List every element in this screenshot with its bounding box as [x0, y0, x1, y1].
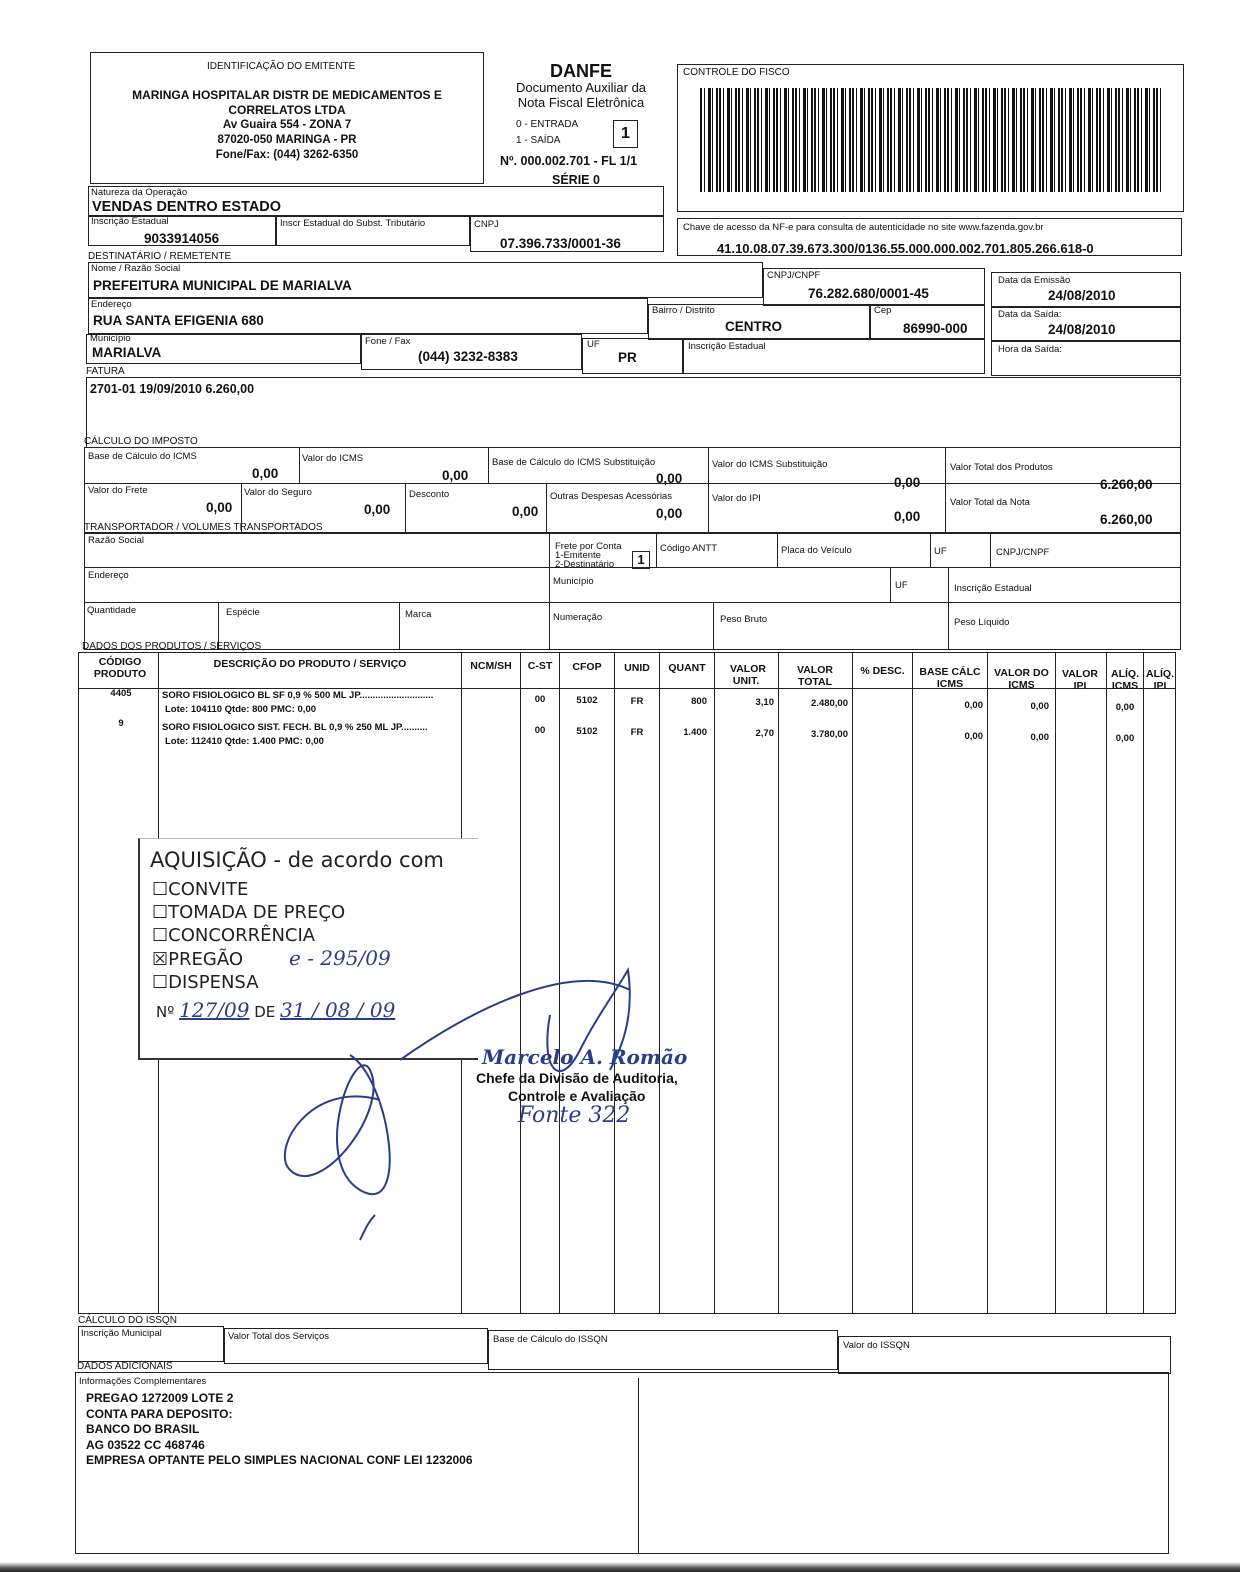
transp-razao-label: Razão Social — [88, 535, 144, 546]
base-icms-value: 0,00 — [252, 466, 279, 481]
scan-edge — [0, 1562, 1240, 1572]
seguro-value: 0,00 — [364, 502, 391, 517]
frete-label: Valor do Frete — [88, 485, 148, 496]
adicionais-info-label: Informações Complementares — [79, 1376, 207, 1387]
fisco-label: CONTROLE DO FISCO — [683, 67, 790, 78]
imposto-section: CÁLCULO DO IMPOSTO — [84, 436, 198, 447]
th-vtotal: VALOR TOTAL — [797, 664, 833, 688]
dest-ie-label: Inscrição Estadual — [688, 341, 766, 352]
stamp-opt-tomada: ☐TOMADA DE PREÇO — [152, 902, 346, 923]
item1-vicms: 0,00 — [1030, 701, 1049, 712]
total-nota-label: Valor Total da Nota — [950, 497, 1030, 508]
item2-vtotal: 3.780,00 — [811, 729, 848, 740]
dest-nome-label: Nome / Razão Social — [91, 263, 181, 274]
total-produtos-value: 6.260,00 — [1100, 477, 1153, 492]
signature-role1: Chefe da Divisão de Auditoria, — [476, 1070, 678, 1086]
emitente-city: 87020-050 MARINGA - PR — [217, 134, 357, 146]
outras-value: 0,00 — [656, 506, 683, 521]
emitente-phone: Fone/Fax: (044) 3262-6350 — [215, 149, 359, 161]
checkbox-icon: ☐ — [152, 879, 169, 900]
dest-endereco-value: RUA SANTA EFIGENIA 680 — [93, 313, 264, 328]
danfe-tipo-box — [613, 120, 638, 148]
natureza-label: Natureza da Operação — [91, 187, 188, 198]
danfe-entrada: 0 - ENTRADA — [516, 119, 579, 130]
dest-municipio-value: MARIALVA — [92, 345, 162, 360]
transp-ie-label: Inscrição Estadual — [954, 583, 1032, 594]
ipi-label: Valor do IPI — [712, 493, 761, 504]
dest-fone-label: Fone / Fax — [365, 336, 411, 347]
transp-frete-box — [632, 551, 650, 569]
checkbox-icon: ☐ — [152, 902, 169, 923]
checkbox-checked-icon: ☒ — [152, 949, 169, 970]
valor-icms-value: 0,00 — [442, 468, 469, 483]
signature-note: Fonte 322 — [518, 1103, 631, 1128]
cnpj-label: CNPJ — [474, 219, 499, 230]
desconto-value: 0,00 — [512, 504, 539, 519]
th-vunit: VALOR UNIT. — [730, 663, 766, 687]
issqn-servicos-label: Valor Total dos Serviços — [228, 1331, 330, 1342]
adicionais-section: DADOS ADICIONAIS — [77, 1361, 173, 1372]
item2-vunit: 2,70 — [755, 728, 774, 739]
th-descricao: DESCRIÇÃO DO PRODUTO / SERVIÇO — [213, 658, 407, 670]
seguro-label: Valor do Seguro — [244, 487, 312, 498]
th-unid: UNID — [624, 662, 650, 674]
info-line: AG 03522 CC 468746 — [86, 1437, 205, 1452]
dest-bairro-label: Bairro / Distrito — [652, 305, 715, 316]
stamp-pregao-note: e - 295/09 — [289, 946, 391, 970]
transportador-section: TRANSPORTADOR / VOLUMES TRANSPORTADOS — [84, 522, 323, 533]
transp-frete-value: 1 — [637, 552, 645, 567]
frete-value: 0,00 — [206, 500, 233, 515]
stamp-opt-convite: ☐CONVITE — [152, 879, 249, 900]
th-cfop: CFOP — [572, 661, 602, 673]
stamp-numero: 127/09 — [179, 998, 250, 1022]
signature-name: Marcelo A. Romão — [482, 1045, 688, 1069]
info-line: EMPRESA OPTANTE PELO SIMPLES NACIONAL CONF LEI 1232006 — [86, 1453, 473, 1467]
total-nota-value: 6.260,00 — [1100, 512, 1153, 527]
th-cst: C-ST — [527, 660, 553, 672]
dest-saida-value: 24/08/2010 — [1048, 322, 1116, 337]
chave-label: Chave de acesso da NF-e para consulta de autenticidade no site www.fazenda.gov.br — [683, 222, 1044, 233]
stamp-title: AQUISIÇÃO - de acordo com — [150, 848, 444, 872]
transp-cnpj-label: CNPJ/CNPF — [996, 547, 1050, 558]
dest-uf-label: UF — [587, 339, 600, 350]
cnpj-value: 07.396.733/0001-36 — [500, 236, 621, 251]
item1-cfop: 5102 — [576, 695, 598, 706]
transp-especie-label: Espécie — [226, 607, 260, 618]
valor-st-value: 0,00 — [894, 475, 921, 490]
item1-unid: FR — [630, 696, 644, 707]
ie-value: 9033914056 — [144, 231, 220, 246]
stamp-de: DE — [254, 1003, 276, 1021]
desconto-label: Desconto — [409, 489, 450, 500]
th-desc: % DESC. — [860, 665, 905, 677]
th-vicms: VALOR DO ICMS — [994, 667, 1049, 691]
danfe-subtitle2: Nota Fiscal Eletrônica — [517, 95, 645, 110]
item1-vtotal: 2.480,00 — [811, 698, 848, 709]
item1-lote: Lote: 104110 Qtde: 800 PMC: 0,00 — [165, 704, 317, 715]
dest-bairro-value: CENTRO — [725, 319, 782, 334]
dest-uf-value: PR — [618, 350, 637, 365]
danfe-title: DANFE — [550, 61, 612, 81]
item1-descricao: SORO FISIOLOGICO BL SF 0,9 % 500 ML JP............................ — [162, 690, 434, 701]
fatura-text: 2701-01 19/09/2010 6.260,00 — [90, 382, 255, 396]
base-st-label: Base de Cálculo do ICMS Substituição — [492, 457, 656, 468]
stamp-numero-prefix: Nº — [156, 1003, 175, 1021]
issqn-section: CÁLCULO DO ISSQN — [78, 1315, 177, 1326]
issqn-base-label: Base de Cálculo do ISSQN — [493, 1334, 608, 1345]
transp-uf-label: UF — [934, 546, 947, 557]
th-quant: QUANT — [668, 662, 706, 674]
item1-codigo: 4405 — [110, 688, 132, 699]
item2-lote: Lote: 112410 Qtde: 1.400 PMC: 0,00 — [165, 736, 324, 747]
adicionais-info-text — [86, 1391, 473, 1469]
info-line: BANCO DO BRASIL — [86, 1422, 200, 1436]
ie-label: Inscrição Estadual — [91, 216, 169, 227]
item2-cst: 00 — [534, 725, 546, 736]
transp-frete-label1: Frete por Conta — [555, 541, 622, 552]
issqn-im-label: Inscrição Municipal — [81, 1328, 162, 1339]
ipi-value: 0,00 — [894, 509, 921, 524]
danfe-numero: Nº. 000.002.701 - FL 1/1 — [500, 154, 638, 168]
th-aipi: ALÍQ. IPI — [1146, 668, 1174, 692]
dest-cep-label: Cep — [874, 305, 892, 316]
destinatario-section: DESTINATÁRIO / REMETENTE — [88, 251, 232, 262]
stamp-data: 31 / 08 / 09 — [280, 998, 396, 1022]
info-line: CONTA PARA DEPOSITO: — [86, 1406, 233, 1421]
valor-icms-label: Valor do ICMS — [302, 453, 364, 464]
dest-hora-label: Hora da Saída: — [998, 344, 1062, 355]
danfe-saida: 1 - SAÍDA — [516, 135, 561, 146]
signature-role2: Controle e Avaliação — [508, 1088, 646, 1104]
checkbox-icon: ☐ — [152, 972, 169, 993]
danfe-tipo: 1 — [621, 125, 630, 142]
chave-value: 41.10.08.07.39.673.300/0136.55.000.000.002.701.805.266.618-0 — [717, 241, 1094, 256]
stamp-opt-pregao: ☒PREGÃO e - 295/09 — [152, 946, 391, 970]
dest-cnpj-value: 76.282.680/0001-45 — [808, 286, 929, 301]
th-vipi: VALOR IPI — [1062, 668, 1098, 692]
emitente-name-line1: MARINGA HOSPITALAR DISTR DE MEDICAMENTOS E — [132, 88, 442, 102]
item2-base: 0,00 — [964, 731, 983, 742]
emitente-header: IDENTIFICAÇÃO DO EMITENTE — [207, 61, 356, 72]
signature-block — [476, 1045, 736, 1128]
item2-vicms: 0,00 — [1030, 732, 1049, 743]
dest-municipio-label: Município — [90, 333, 131, 344]
item2-descricao: SORO FISIOLOGICO SIST. FECH. BL 0,9 % 250 ML JP.......... — [162, 722, 428, 733]
item2-unid: FR — [630, 727, 644, 738]
transp-placa-label: Placa do Veículo — [781, 545, 852, 556]
th-ncm: NCM/SH — [470, 660, 512, 672]
item1-vunit: 3,10 — [755, 697, 774, 708]
barcode — [700, 88, 1162, 192]
item2-aicms: 0,00 — [1115, 733, 1135, 744]
th-codigo: CÓDIGO PRODUTO — [93, 656, 147, 680]
danfe-block — [492, 62, 670, 110]
checkbox-icon: ☐ — [152, 925, 169, 946]
transp-peso-liquido-label: Peso Líquido — [954, 617, 1010, 628]
dest-cnpj-label: CNPJ/CNPF — [767, 270, 821, 281]
issqn-valor-label: Valor do ISSQN — [843, 1340, 910, 1351]
ie-st-label: Inscr Estadual do Subst. Tributário — [280, 218, 426, 229]
info-line: PREGAO 1272009 LOTE 2 — [86, 1391, 234, 1405]
natureza-value: VENDAS DENTRO ESTADO — [92, 199, 282, 215]
dest-saida-label: Data da Saída: — [998, 309, 1062, 320]
transp-frete-label3: 2-Destinatário — [555, 559, 615, 570]
transp-numeracao-label: Numeração — [553, 612, 603, 623]
item2-quant: 1.400 — [683, 727, 707, 738]
dest-cep-value: 86990-000 — [903, 321, 968, 336]
dest-emissao-label: Data da Emissão — [998, 275, 1071, 286]
transp-frete-label2: 1-Emitente — [555, 550, 601, 561]
transp-municipio-label: Município — [553, 576, 594, 587]
item1-quant: 800 — [691, 696, 707, 707]
fatura-section: FATURA — [86, 366, 125, 377]
emitente-address: Av Guaira 554 - ZONA 7 — [222, 119, 352, 131]
item1-base: 0,00 — [964, 700, 983, 711]
transp-antt-label: Código ANTT — [660, 543, 718, 554]
danfe-subtitle1: Documento Auxiliar da — [515, 80, 647, 95]
item2-codigo: 9 — [118, 718, 124, 729]
th-aicms: ALÍQ. ICMS — [1111, 668, 1139, 692]
base-st-value: 0,00 — [656, 471, 683, 486]
emitente-name-line2: CORRELATOS LTDA — [228, 103, 346, 117]
transp-endereco-label: Endereço — [88, 570, 129, 581]
dest-endereco-label: Endereço — [91, 299, 132, 310]
stamp-opt-dispensa: ☐DISPENSA — [152, 972, 259, 993]
transp-peso-bruto-label: Peso Bruto — [720, 614, 767, 625]
valor-st-label: Valor do ICMS Substituição — [712, 459, 828, 470]
item2-cfop: 5102 — [576, 726, 598, 737]
transp-marca-label: Marca — [405, 609, 432, 620]
item1-cst: 00 — [534, 694, 546, 705]
base-icms-label: Base de Cálculo do ICMS — [88, 451, 197, 462]
transp-quantidade-label: Quantidade — [87, 605, 137, 616]
item1-aicms: 0,00 — [1115, 702, 1135, 713]
dest-nome-value: PREFEITURA MUNICIPAL DE MARIALVA — [93, 278, 352, 293]
th-base: BASE CÁLC ICMS — [919, 666, 981, 690]
emitente-info — [92, 88, 482, 163]
transp-uf2-label: UF — [895, 580, 908, 591]
produtos-section: DADOS DOS PRODUTOS / SERVIÇOS — [82, 641, 262, 652]
outras-label: Outras Despesas Acessórias — [550, 491, 672, 502]
dest-emissao-value: 24/08/2010 — [1048, 288, 1116, 303]
total-produtos-label: Valor Total dos Produtos — [950, 462, 1053, 473]
stamp-opt-concorrencia: ☐CONCORRÊNCIA — [152, 925, 316, 946]
dest-fone-value: (044) 3232-8383 — [418, 349, 518, 364]
danfe-serie: SÉRIE 0 — [552, 173, 600, 187]
